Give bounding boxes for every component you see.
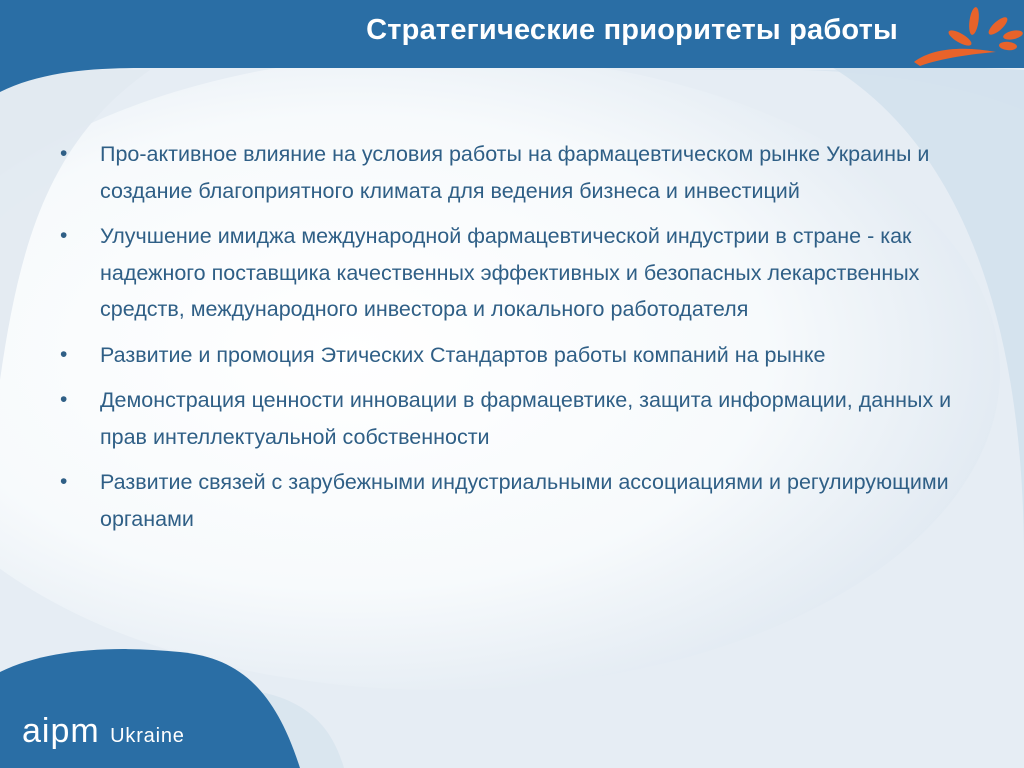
bullet-text: Развитие связей с зарубежными индустриальными ассоциациями и регулирующими органами <box>100 470 949 531</box>
orange-petals-icon <box>912 2 1024 66</box>
brand-name: aipm <box>22 712 100 750</box>
brand-logo <box>22 712 185 751</box>
bullet-text: Развитие и промоция Этических Стандартов работы компаний на рынке <box>100 342 826 367</box>
bullet-item <box>58 218 978 328</box>
slide-title: Стратегические приоритеты работы <box>366 14 898 46</box>
bullet-text: Улучшение имиджа международной фармацевтической индустрии в стране - как надежного поставщика качественных эффективных и безопасных лекарственных средств, международного инвестора и локального работодателя <box>100 224 920 321</box>
brand-region: Ukraine <box>110 725 185 747</box>
bullet-marker: • <box>60 470 68 493</box>
bullet-item <box>58 464 978 537</box>
bullet-item <box>58 382 978 455</box>
bullet-marker: • <box>60 224 68 247</box>
bullet-marker: • <box>60 142 68 165</box>
bullet-marker: • <box>60 342 68 366</box>
slide-content <box>58 136 978 546</box>
bullet-item <box>58 136 978 209</box>
bullet-item <box>58 337 978 374</box>
bullet-list <box>58 136 978 537</box>
bullet-text: Демонстрация ценности инновации в фармацевтике, защита информации, данных и прав интеллектуальной собственности <box>100 388 952 449</box>
bullet-marker: • <box>60 388 68 411</box>
bullet-text: Про-активное влияние на условия работы на фармацевтическом рынке Украины и создание благоприятного климата для ведения бизнеса и инвестиций <box>100 142 930 203</box>
